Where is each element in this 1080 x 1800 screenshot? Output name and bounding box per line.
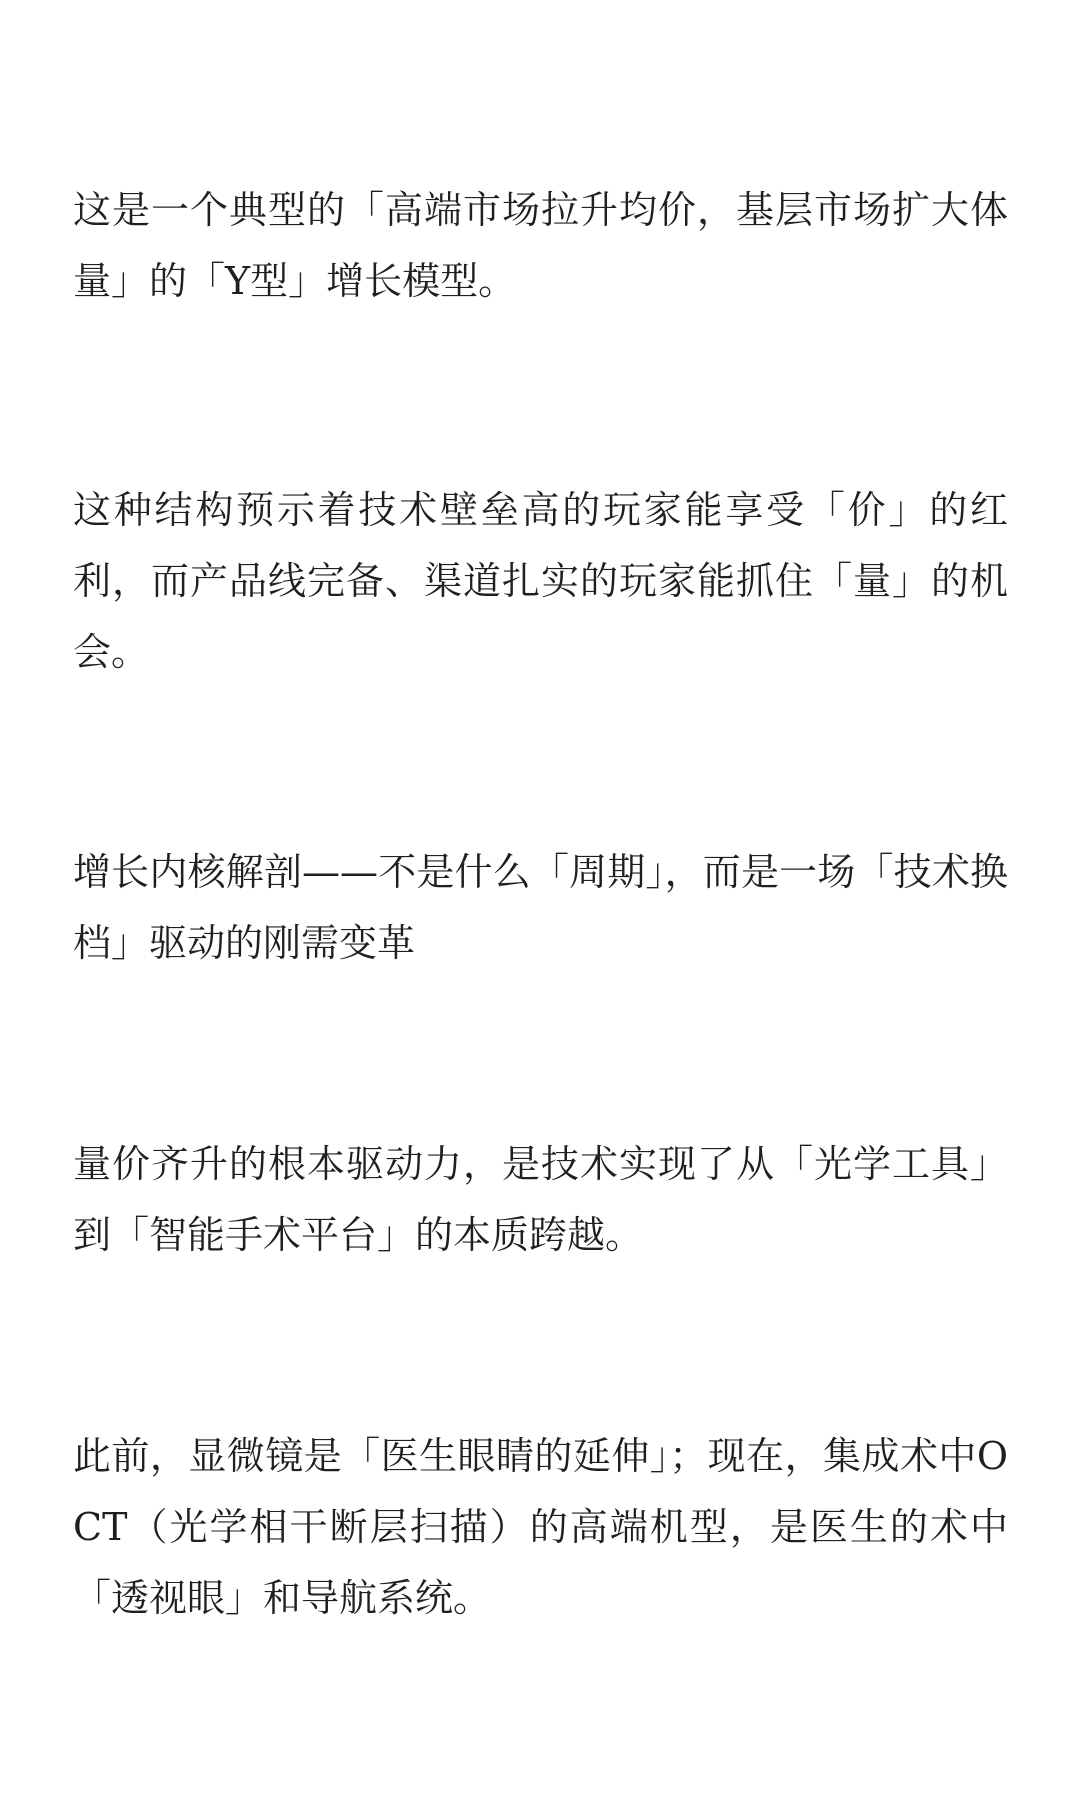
article-body xyxy=(73,175,1008,1634)
paragraph-oct-navigation: 此前，显微镜是「医生眼睛的延伸」；现在，集成术中OCT（光学相干断层扫描）的高端机型，是医生的术中「透视眼」和导航系统。 xyxy=(73,1434,1008,1620)
paragraph-driving-force: 量价齐升的根本驱动力，是技术实现了从「光学工具」到「智能手术平台」的本质跨越。 xyxy=(73,1142,1008,1257)
paragraph-y-model: 这是一个典型的「高端市场拉升均价，基层市场扩大体量」的「Y型」增长模型。 xyxy=(73,188,1008,303)
paragraph-price-volume-players: 这种结构预示着技术壁垒高的玩家能享受「价」的红利，而产品线完备、渠道扎实的玩家能抓住「量」的机会。 xyxy=(73,488,1008,674)
section-heading-growth-core: 增长内核解剖——不是什么「周期」，而是一场「技术换档」驱动的刚需变革 xyxy=(73,850,1008,965)
